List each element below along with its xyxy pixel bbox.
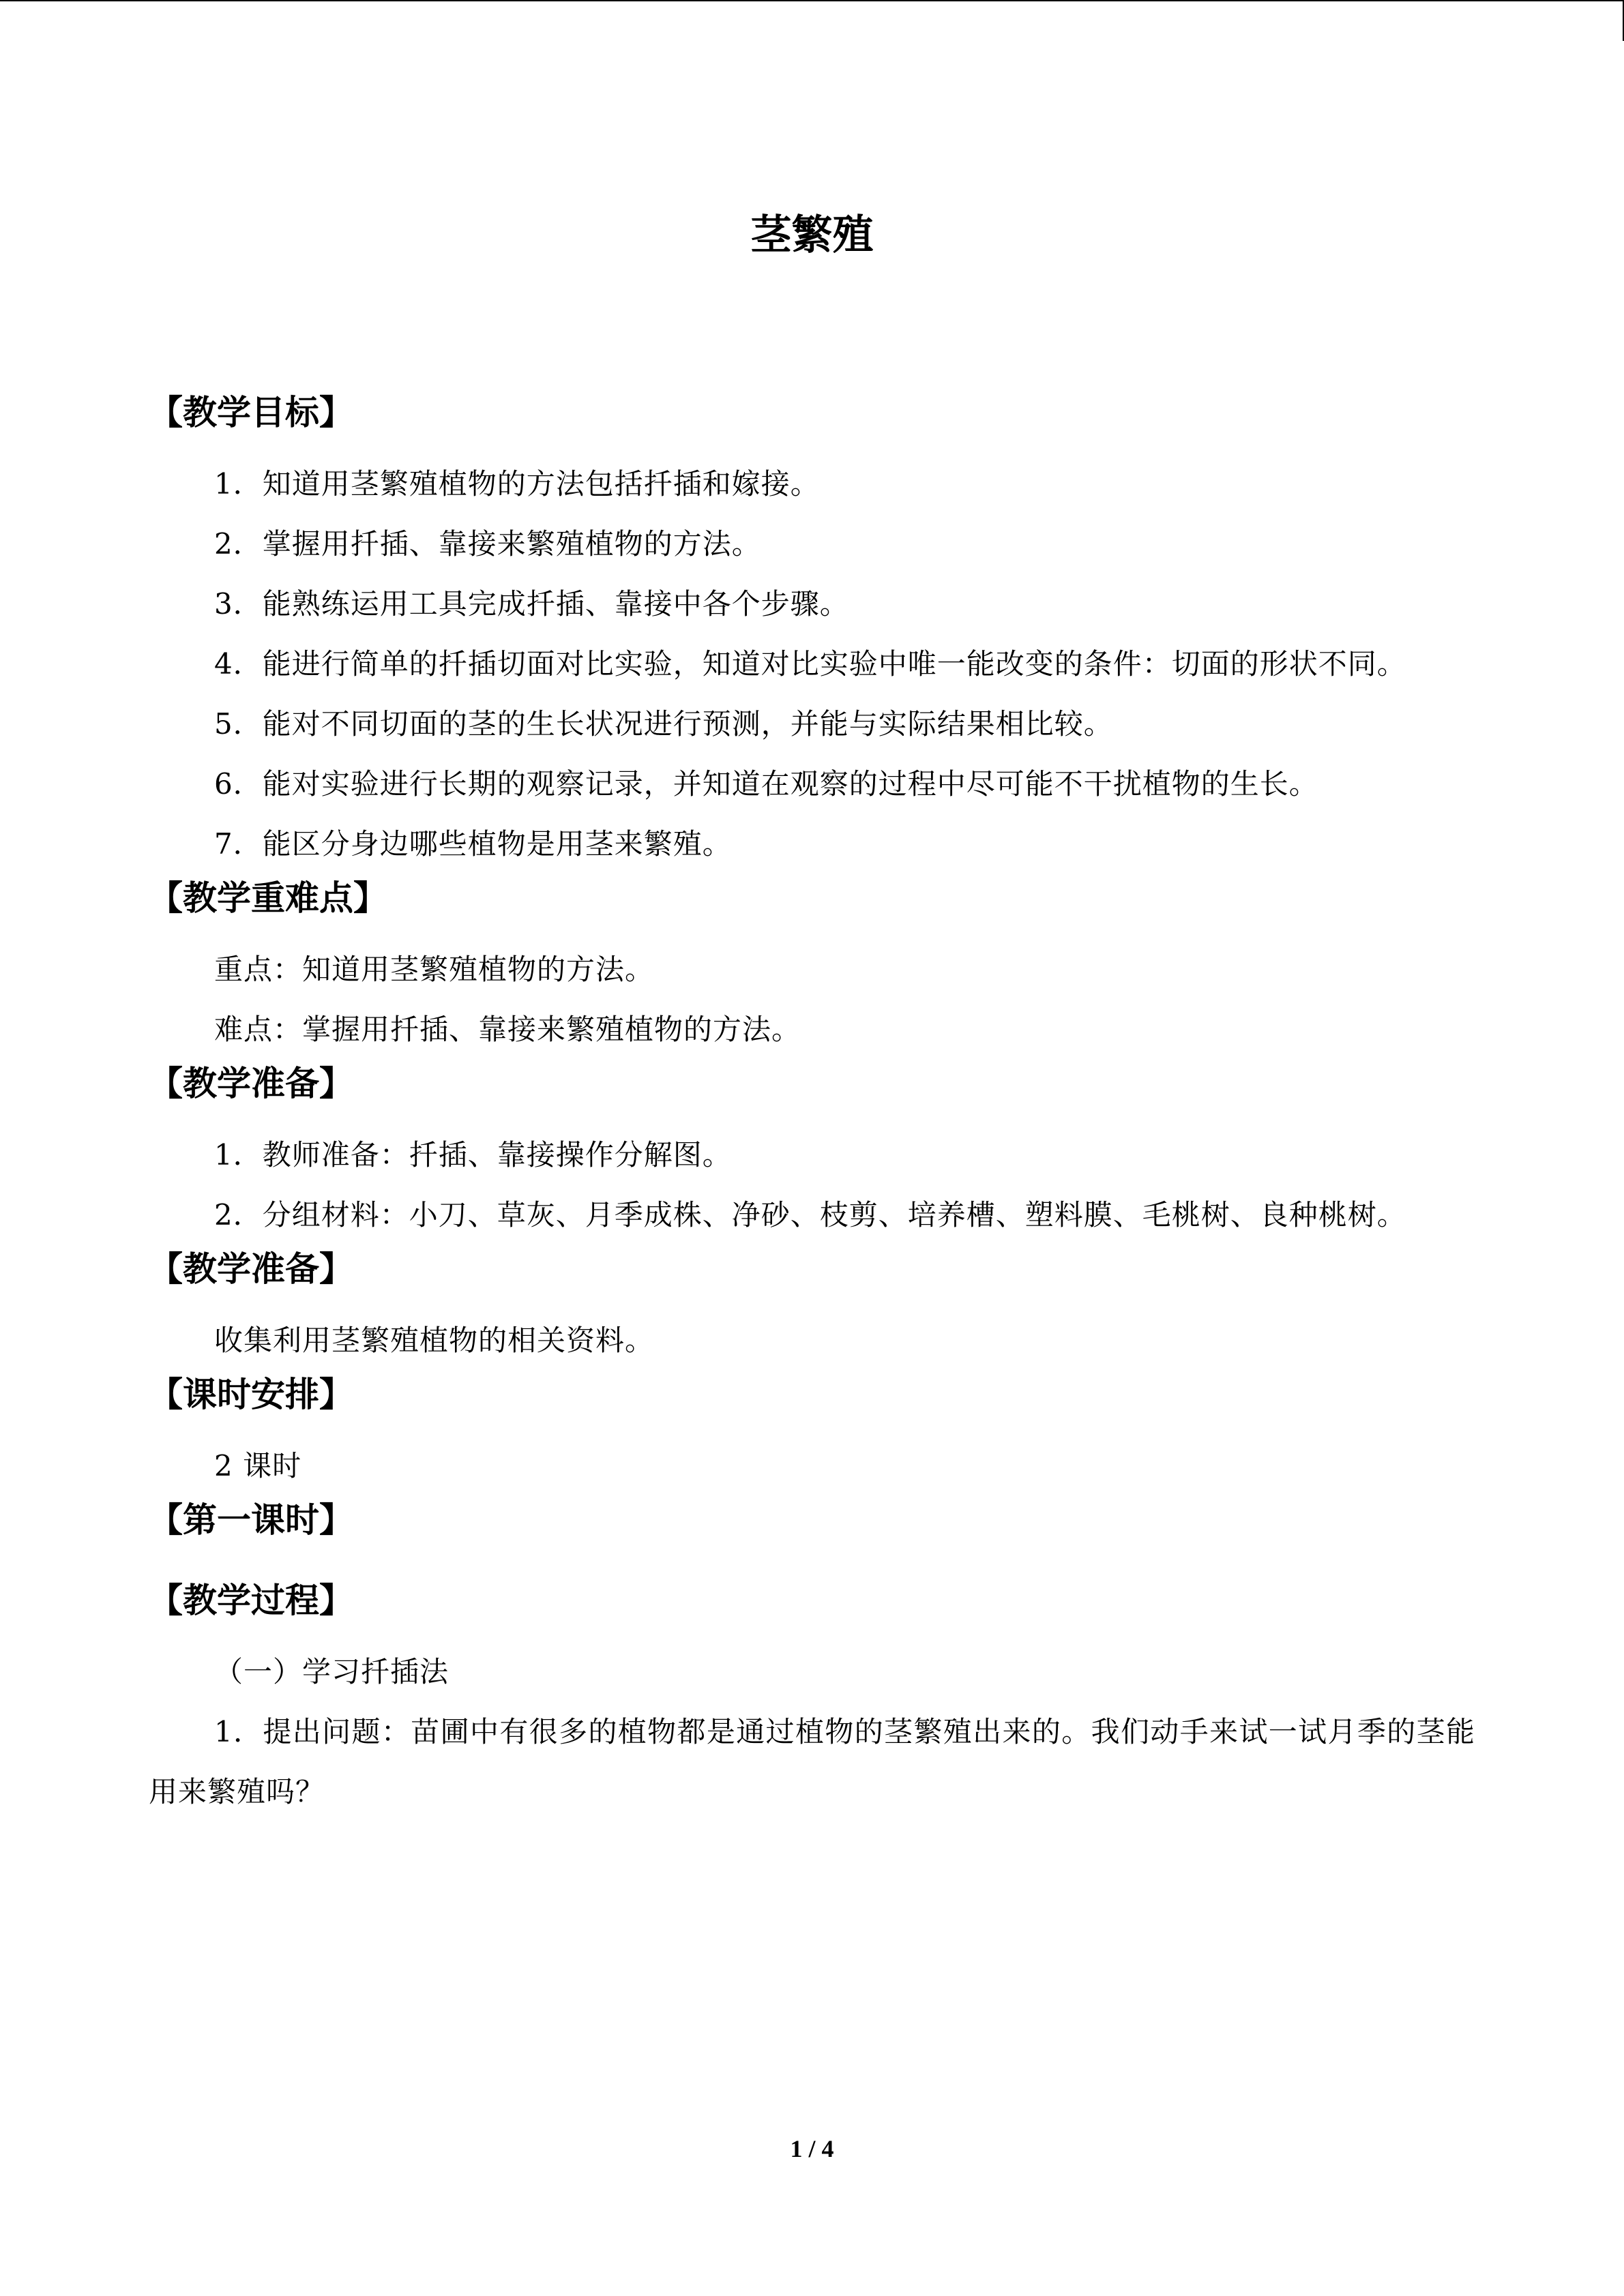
page-top-border <box>0 0 1624 1</box>
preparation-item: 1．教师准备：扦插、靠接操作分解图。 <box>214 1138 732 1172</box>
section-heading-goals: 【教学目标】 <box>149 393 353 432</box>
goal-item: 6．能对实验进行长期的观察记录，并知道在观察的过程中尽可能不干扰植物的生长。 <box>214 767 1318 801</box>
section-heading-preparation-2: 【教学准备】 <box>149 1249 353 1289</box>
goal-item: 2．掌握用扦插、靠接来繁殖植物的方法。 <box>214 527 761 561</box>
section-heading-preparation: 【教学准备】 <box>149 1064 353 1103</box>
schedule-item: 2 课时 <box>214 1449 302 1482</box>
section-heading-schedule: 【课时安排】 <box>149 1375 353 1414</box>
page-number: 1 / 4 <box>790 2135 834 2162</box>
goal-item: 1．知道用茎繁殖植物的方法包括扦插和嫁接。 <box>214 467 820 501</box>
goal-item: 5．能对不同切面的茎的生长状况进行预测，并能与实际结果相比较。 <box>214 707 1113 741</box>
preparation2-item: 收集利用茎繁殖植物的相关资料。 <box>214 1324 655 1357</box>
document-title: 茎繁殖 <box>750 211 874 259</box>
key-point-item: 难点：掌握用扦插、靠接来繁殖植物的方法。 <box>214 1013 801 1046</box>
preparation-item: 2．分组材料：小刀、草灰、月季成株、净砂、枝剪、培养槽、塑料膜、毛桃树、良种桃树。 <box>214 1198 1406 1232</box>
section-heading-process: 【教学过程】 <box>149 1581 353 1620</box>
goal-item: 4．能进行简单的扦插切面对比实验，知道对比实验中唯一能改变的条件：切面的形状不同。 <box>214 647 1406 681</box>
document-body <box>149 389 1475 1822</box>
key-point-item: 重点：知道用茎繁殖植物的方法。 <box>214 953 655 986</box>
process-item: 1．提出问题：苗圃中有很多的植物都是通过植物的茎繁殖出来的。我们动手来试一试月季的茎能用来繁殖吗？ <box>149 1715 1475 1808</box>
goal-item: 7．能区分身边哪些植物是用茎来繁殖。 <box>214 827 732 861</box>
process-item: （一）学习扦插法 <box>214 1655 449 1688</box>
section-heading-key-points: 【教学重难点】 <box>149 878 387 918</box>
section-heading-lesson1: 【第一课时】 <box>149 1500 353 1540</box>
goal-item: 3．能熟练运用工具完成扦插、靠接中各个步骤。 <box>214 587 849 621</box>
